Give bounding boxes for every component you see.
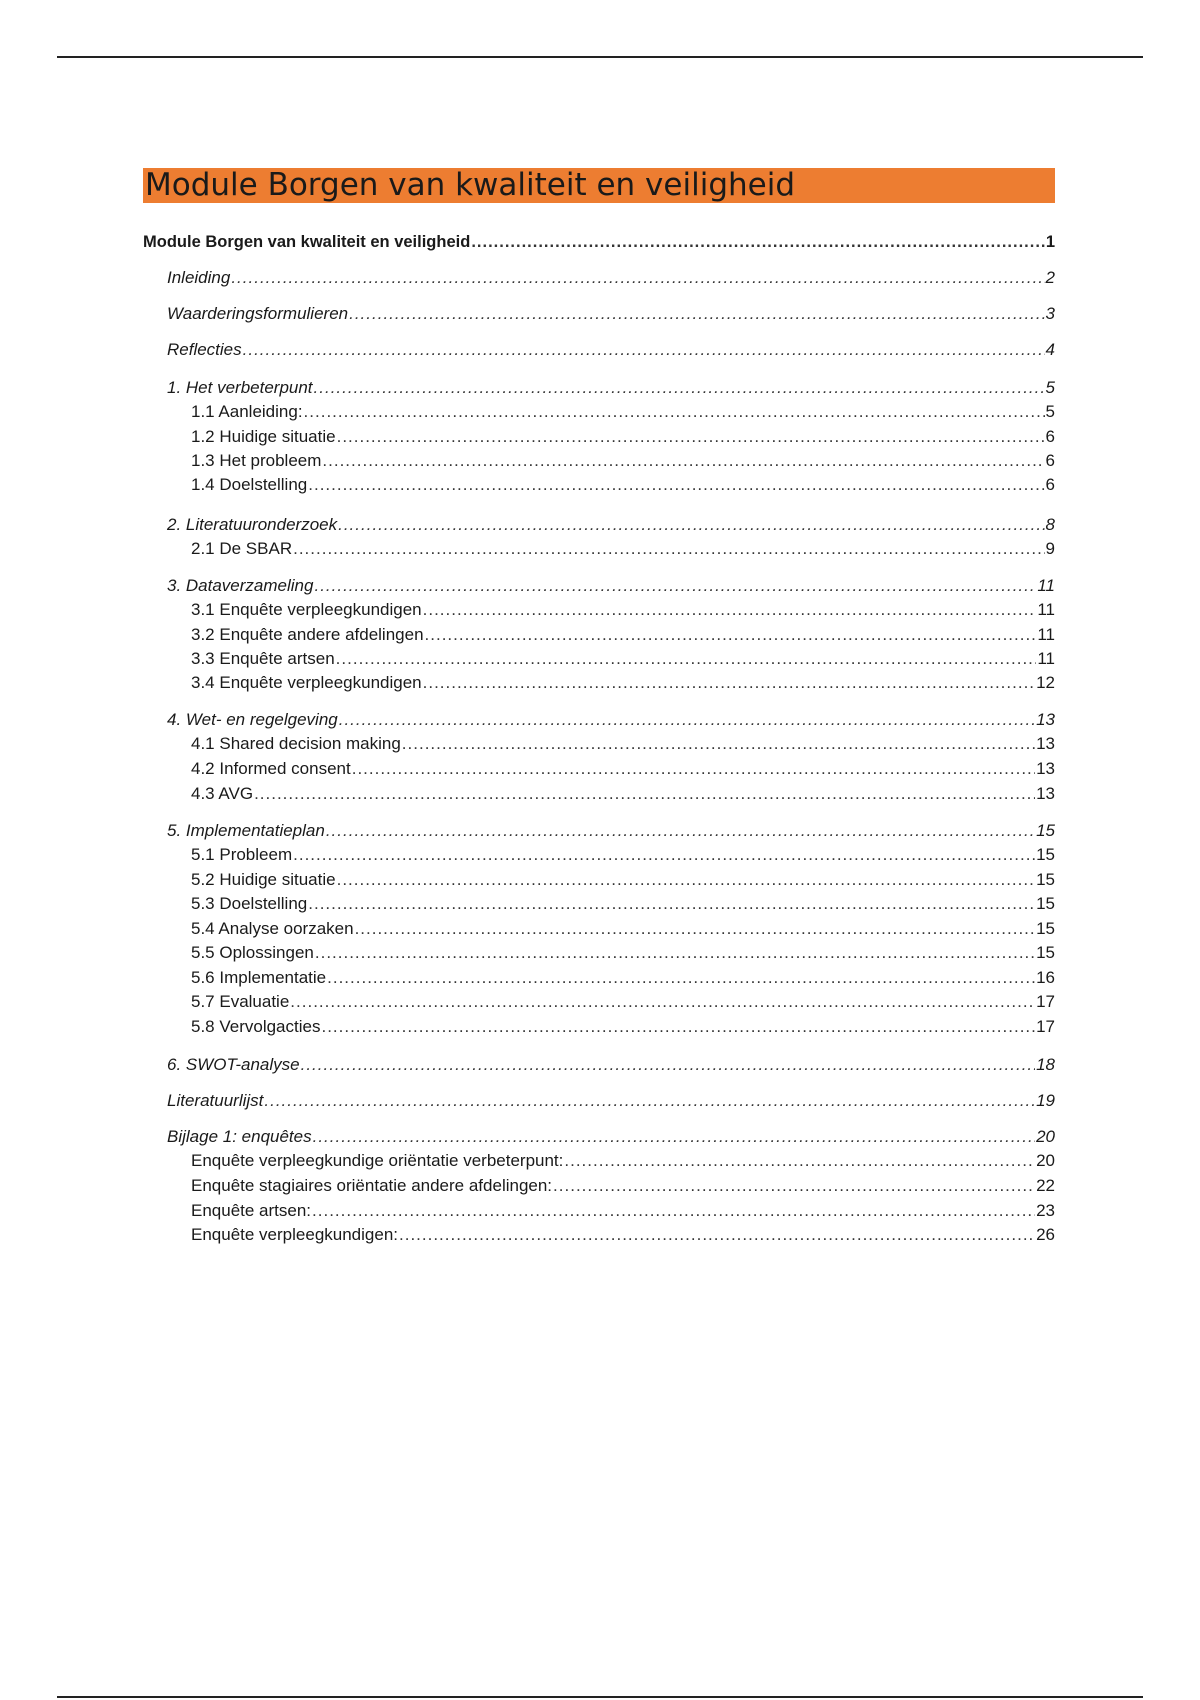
toc-entry-page-number: 18 bbox=[1036, 1055, 1055, 1074]
toc-entry-page-number: 12 bbox=[1036, 673, 1055, 692]
footer-rule bbox=[57, 1696, 1143, 1698]
toc-dot-leader bbox=[402, 733, 1035, 755]
toc-dot-leader bbox=[308, 474, 1044, 496]
toc-entry-label: 4.2 Informed consent bbox=[191, 759, 351, 778]
toc-entry-page-number: 13 bbox=[1036, 759, 1055, 778]
toc-dot-leader bbox=[553, 1175, 1035, 1197]
toc-entry-label: 5.4 Analyse oorzaken bbox=[191, 919, 354, 938]
toc-entry-page-number: 6 bbox=[1045, 427, 1055, 446]
toc-entry-label: 1.1 Aanleiding: bbox=[191, 402, 303, 421]
toc-entry-page-number: 15 bbox=[1036, 943, 1055, 962]
toc-entry-page-number: 26 bbox=[1036, 1225, 1055, 1244]
toc-entry-label: 5.3 Doelstelling bbox=[191, 894, 308, 913]
toc-dot-leader bbox=[337, 869, 1035, 891]
toc-entry[interactable] bbox=[191, 1150, 1055, 1172]
toc-entry-page-number: 13 bbox=[1036, 784, 1055, 803]
toc-entry-page-number: 11 bbox=[1037, 625, 1055, 644]
toc-entry[interactable] bbox=[191, 783, 1055, 805]
toc-entry[interactable] bbox=[167, 303, 1055, 325]
toc-entry-label: Enquête verpleegkundige oriëntatie verbeterpunt: bbox=[191, 1151, 564, 1170]
toc-entry[interactable] bbox=[167, 1054, 1055, 1076]
toc-dot-leader bbox=[399, 1224, 1035, 1246]
toc-dot-leader bbox=[290, 991, 1035, 1013]
toc-entry-page-number: 13 bbox=[1036, 734, 1055, 753]
toc-entry[interactable] bbox=[191, 1016, 1055, 1038]
toc-entry-page-number: 15 bbox=[1036, 919, 1055, 938]
toc-dot-leader bbox=[423, 672, 1035, 694]
toc-entry[interactable] bbox=[191, 1224, 1055, 1246]
toc-entry-page-number: 15 bbox=[1036, 894, 1055, 913]
toc-entry[interactable] bbox=[143, 231, 1055, 253]
toc-entry-page-number: 13 bbox=[1036, 710, 1055, 729]
toc-dot-leader bbox=[322, 450, 1044, 472]
toc-dot-leader bbox=[313, 1126, 1035, 1148]
document-title: Module Borgen van kwaliteit en veiligheid bbox=[145, 167, 796, 203]
toc-entry-label: 1.3 Het probleem bbox=[191, 451, 322, 470]
toc-dot-leader bbox=[254, 783, 1035, 805]
toc-entry[interactable] bbox=[191, 401, 1055, 423]
toc-dot-leader bbox=[293, 538, 1044, 560]
toc-dot-leader bbox=[355, 918, 1036, 940]
toc-entry-label: Bijlage 1: enquêtes bbox=[167, 1127, 312, 1146]
toc-dot-leader bbox=[231, 267, 1044, 289]
toc-entry-page-number: 19 bbox=[1036, 1091, 1055, 1110]
toc-entry-page-number: 11 bbox=[1037, 576, 1055, 595]
toc-entry-page-number: 6 bbox=[1045, 451, 1055, 470]
toc-entry[interactable] bbox=[191, 1200, 1055, 1222]
toc-entry-label: 6. SWOT-analyse bbox=[167, 1055, 300, 1074]
toc-dot-leader bbox=[338, 514, 1044, 536]
toc-entry[interactable] bbox=[167, 709, 1055, 731]
toc-entry[interactable] bbox=[167, 267, 1055, 289]
toc-entry-label: 2. Literatuuronderzoek bbox=[167, 515, 338, 534]
toc-entry-label: 1. Het verbeterpunt bbox=[167, 378, 313, 397]
toc-dot-leader bbox=[339, 709, 1035, 731]
toc-entry-label: 4.1 Shared decision making bbox=[191, 734, 401, 753]
toc-dot-leader bbox=[264, 1090, 1035, 1112]
toc-entry[interactable] bbox=[167, 820, 1055, 842]
toc-entry[interactable] bbox=[167, 377, 1055, 399]
toc-entry[interactable] bbox=[191, 538, 1055, 560]
toc-entry-page-number: 20 bbox=[1036, 1127, 1055, 1146]
toc-entry-label: 5.6 Implementatie bbox=[191, 968, 327, 987]
toc-entry[interactable] bbox=[167, 575, 1055, 597]
toc-entry-label: 3.2 Enquête andere afdelingen bbox=[191, 625, 424, 644]
toc-entry[interactable] bbox=[191, 474, 1055, 496]
toc-entry-label: 5.8 Vervolgacties bbox=[191, 1017, 321, 1036]
toc-entry-page-number: 3 bbox=[1045, 304, 1055, 323]
toc-entry-label: 3.4 Enquête verpleegkundigen bbox=[191, 673, 422, 692]
toc-entry-page-number: 9 bbox=[1045, 539, 1055, 558]
toc-entry[interactable] bbox=[191, 942, 1055, 964]
toc-entry-label: Enquête stagiaires oriëntatie andere afdelingen: bbox=[191, 1176, 553, 1195]
toc-entry-page-number: 5 bbox=[1045, 378, 1055, 397]
toc-dot-leader bbox=[301, 1054, 1035, 1076]
toc-entry-page-number: 20 bbox=[1036, 1151, 1055, 1170]
toc-entry[interactable] bbox=[167, 339, 1055, 361]
toc-entry-label: 3.3 Enquête artsen bbox=[191, 649, 335, 668]
toc-dot-leader bbox=[243, 339, 1045, 361]
toc-dot-leader bbox=[304, 401, 1045, 423]
toc-entry-page-number: 15 bbox=[1036, 821, 1055, 840]
toc-entry-page-number: 15 bbox=[1036, 870, 1055, 889]
toc-entry[interactable] bbox=[167, 514, 1055, 536]
document-title-banner bbox=[143, 168, 1055, 203]
toc-entry-page-number: 2 bbox=[1045, 268, 1055, 287]
toc-dot-leader bbox=[349, 303, 1044, 325]
toc-entry-label: 1.2 Huidige situatie bbox=[191, 427, 336, 446]
toc-entry[interactable] bbox=[191, 844, 1055, 866]
toc-entry[interactable] bbox=[191, 918, 1055, 940]
toc-dot-leader bbox=[314, 575, 1036, 597]
toc-entry[interactable] bbox=[191, 672, 1055, 694]
toc-entry-label: Enquête artsen: bbox=[191, 1201, 312, 1220]
toc-entry-page-number: 11 bbox=[1037, 649, 1055, 668]
toc-entry-label: 5.5 Oplossingen bbox=[191, 943, 314, 962]
toc-entry[interactable] bbox=[191, 967, 1055, 989]
toc-dot-leader bbox=[327, 967, 1035, 989]
toc-entry-label: 4. Wet- en regelgeving bbox=[167, 710, 338, 729]
toc-entry[interactable] bbox=[167, 1090, 1055, 1112]
toc-entry[interactable] bbox=[191, 991, 1055, 1013]
toc-entry-page-number: 6 bbox=[1045, 475, 1055, 494]
toc-entry-label: 1.4 Doelstelling bbox=[191, 475, 308, 494]
toc-entry-page-number: 4 bbox=[1045, 340, 1055, 359]
toc-dot-leader bbox=[564, 1150, 1035, 1172]
toc-entry-page-number: 15 bbox=[1036, 845, 1055, 864]
toc-entry-label: 3. Dataverzameling bbox=[167, 576, 314, 595]
toc-entry-label: 3.1 Enquête verpleegkundigen bbox=[191, 600, 422, 619]
toc-entry[interactable] bbox=[191, 624, 1055, 646]
toc-entry-page-number: 16 bbox=[1036, 968, 1055, 987]
toc-dot-leader bbox=[425, 624, 1037, 646]
toc-entry-label: Enquête verpleegkundigen: bbox=[191, 1225, 398, 1244]
toc-entry-page-number: 11 bbox=[1037, 600, 1055, 619]
toc-dot-leader bbox=[352, 758, 1035, 780]
toc-dot-leader bbox=[315, 942, 1035, 964]
toc-dot-leader bbox=[326, 820, 1035, 842]
toc-entry[interactable] bbox=[191, 869, 1055, 891]
toc-dot-leader bbox=[314, 377, 1045, 399]
toc-entry-label: 5.1 Probleem bbox=[191, 845, 293, 864]
toc-entry-page-number: 8 bbox=[1045, 515, 1055, 534]
toc-entry-page-number: 5 bbox=[1045, 402, 1055, 421]
toc-entry-label: 2.1 De SBAR bbox=[191, 539, 293, 558]
toc-entry-label: Waarderingsformulieren bbox=[167, 304, 349, 323]
toc-entry-label: 5.7 Evaluatie bbox=[191, 992, 290, 1011]
toc-entry-page-number: 17 bbox=[1036, 992, 1055, 1011]
toc-dot-leader bbox=[471, 231, 1045, 253]
toc-entry-page-number: 22 bbox=[1036, 1176, 1055, 1195]
toc-dot-leader bbox=[423, 599, 1037, 621]
toc-entry-label: Reflecties bbox=[167, 340, 242, 359]
toc-entry-label: Module Borgen van kwaliteit en veiligheid bbox=[143, 233, 471, 251]
toc-entry-label: 5. Implementatieplan bbox=[167, 821, 325, 840]
toc-entry-page-number: 1 bbox=[1045, 233, 1055, 251]
toc-entry-page-number: 17 bbox=[1036, 1017, 1055, 1036]
toc-dot-leader bbox=[308, 893, 1035, 915]
toc-entry[interactable] bbox=[191, 599, 1055, 621]
toc-dot-leader bbox=[337, 426, 1045, 448]
toc-entry-label: 5.2 Huidige situatie bbox=[191, 870, 336, 889]
toc-entry-label: Literatuurlijst bbox=[167, 1091, 264, 1110]
toc-entry-page-number: 23 bbox=[1036, 1201, 1055, 1220]
toc-entry[interactable] bbox=[191, 758, 1055, 780]
toc-entry[interactable] bbox=[191, 1175, 1055, 1197]
toc-entry[interactable] bbox=[191, 426, 1055, 448]
toc-dot-leader bbox=[293, 844, 1035, 866]
toc-entry[interactable] bbox=[167, 1126, 1055, 1148]
toc-entry[interactable] bbox=[191, 733, 1055, 755]
toc-entry[interactable] bbox=[191, 450, 1055, 472]
toc-dot-leader bbox=[321, 1016, 1035, 1038]
toc-dot-leader bbox=[312, 1200, 1035, 1222]
header-rule bbox=[57, 56, 1143, 58]
toc-entry[interactable] bbox=[191, 648, 1055, 670]
toc-entry-label: Inleiding bbox=[167, 268, 231, 287]
toc-dot-leader bbox=[336, 648, 1037, 670]
toc-entry[interactable] bbox=[191, 893, 1055, 915]
toc-entry-label: 4.3 AVG bbox=[191, 784, 254, 803]
